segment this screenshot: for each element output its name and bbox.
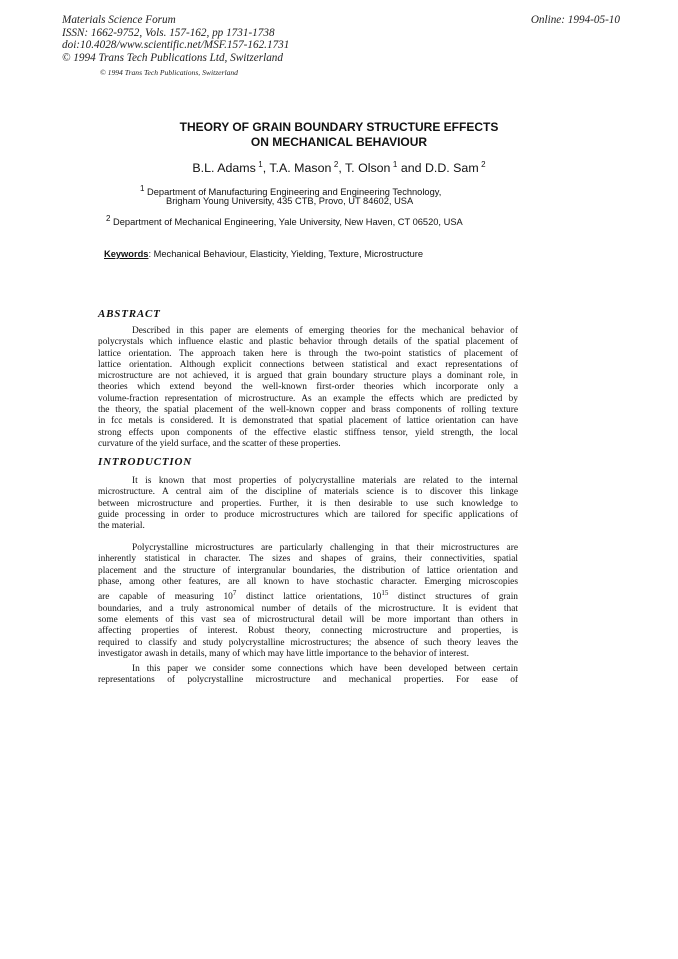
online-date: Online: 1994-05-10 bbox=[530, 14, 620, 26]
keywords-label: Keywords bbox=[104, 249, 149, 259]
affiliation-1-line-1: Department of Manufacturing Engineering and Engineering Technology, bbox=[147, 187, 442, 198]
text-segment: are capable of measuring 10 bbox=[98, 592, 233, 603]
copyright-line: © 1994 Trans Tech Publications Ltd, Switzerland bbox=[62, 51, 283, 64]
text-line: microstructure. A central aim of the discipline of materials science is to discover this linkage bbox=[98, 487, 518, 498]
keywords-text: Mechanical Behaviour, Elasticity, Yielding, Texture, Microstructure bbox=[153, 249, 424, 259]
affiliation-2 bbox=[106, 212, 463, 229]
text-line: curvature of the yield surface, and the scatter of these properties. bbox=[98, 438, 341, 449]
exponent: 7 bbox=[232, 589, 237, 598]
text-line: representations of polycrystalline microstructure and mechanical properties. For ease of bbox=[98, 675, 518, 686]
text-line: required to classify and study polycrystalline microstructures; the absence of such theory leaves the bbox=[98, 637, 518, 648]
text-line: Polycrystalline microstructures are particularly challenging in that their microstructures are bbox=[132, 543, 518, 553]
author-affiliation-mark: 1 bbox=[392, 160, 398, 169]
text-line: in fcc metals is considered. It is demonstrated that spatial placement of lattice orientation can have bbox=[98, 416, 518, 427]
affiliation-number: 2 bbox=[106, 214, 111, 223]
introduction-paragraph-2 bbox=[98, 543, 518, 660]
text-line: microstructure are not achieved, it is argued that grain boundary structure plays a dominant role, in bbox=[98, 371, 518, 382]
text-segment: distinct lattice orientations, 10 bbox=[236, 592, 382, 603]
author-name: T. Olson bbox=[344, 161, 391, 176]
text-segment: distinct structures of grain bbox=[388, 592, 518, 603]
text-line: lattice orientation. Although explicit connections between statistical and exact representations of bbox=[98, 359, 518, 370]
author-affiliation-mark: 2 bbox=[333, 160, 339, 169]
copyright-small: © 1994 Trans Tech Publications, Switzerland bbox=[100, 68, 238, 77]
exponent: 15 bbox=[381, 589, 389, 598]
text-line: Described in this paper are elements of emerging theories for the mechanical behavior of bbox=[132, 326, 518, 336]
affiliation-number: 1 bbox=[140, 184, 145, 193]
text-line: It is known that most properties of polycrystalline materials are related to the internal bbox=[132, 476, 518, 486]
author-name: B.L. Adams bbox=[192, 161, 256, 176]
text-line: theories which extend beyond the well-known first-order theories which incorporate only a bbox=[98, 382, 518, 393]
text-line: between microstructure and properties. Further, it is then desirable to use such knowledge to bbox=[98, 498, 518, 509]
author-separator: , bbox=[262, 161, 270, 176]
author-name: T.A. Mason bbox=[269, 161, 332, 176]
author-list bbox=[0, 160, 678, 175]
affiliation-2-line-1: Department of Mechanical Engineering, Yale University, New Haven, CT 06520, USA bbox=[113, 217, 463, 228]
text-line: placement and the structure of intergranular boundaries, the distribution of lattice orientation and bbox=[98, 565, 518, 576]
abstract-heading: ABSTRACT bbox=[98, 308, 161, 320]
text-line: the theory, the spatial placement of the well-known copper and brass components of rolling texture bbox=[98, 405, 518, 416]
introduction-paragraph-3 bbox=[98, 664, 518, 687]
text-line: inherently statistical in character. The sizes and shapes of grains, their connectivities, spatial bbox=[98, 554, 518, 565]
text-line: affecting properties of interest. Robust theory, connecting microstructure and properties, is bbox=[98, 626, 518, 637]
text-line: investigator awash in details, many of which may have little importance to the behavior of interest. bbox=[98, 648, 469, 659]
text-line: the material. bbox=[98, 521, 145, 532]
introduction-paragraph-1 bbox=[98, 476, 518, 532]
author-affiliation-mark: 2 bbox=[481, 160, 486, 169]
author-affiliation-mark: 1 bbox=[258, 160, 263, 169]
introduction-heading: INTRODUCTION bbox=[98, 456, 192, 468]
keywords bbox=[104, 249, 423, 259]
issn-line: ISSN: 1662-9752, Vols. 157-162, pp 1731-1738 bbox=[62, 26, 275, 39]
citation-header bbox=[62, 14, 289, 64]
author-separator: and bbox=[397, 161, 425, 176]
abstract-paragraph bbox=[98, 326, 518, 450]
author-name: D.D. Sam bbox=[424, 161, 479, 176]
author-separator: , bbox=[338, 161, 345, 176]
text-line: lattice orientation. The approach taken here is through the two-point statistics of placement of bbox=[98, 348, 518, 359]
text-line: boundaries, and a truly astronomical number of details of the microstructure. It is evident that bbox=[98, 603, 518, 614]
text-line: phase, among other features, are all known to have stochastic character. Emerging microscopies bbox=[98, 576, 518, 587]
doi-link[interactable]: doi:10.4028/www.scientific.net/MSF.157-162.1731 bbox=[62, 39, 290, 52]
text-line-with-exponents bbox=[98, 588, 518, 603]
title-line-2: ON MECHANICAL BEHAVIOUR bbox=[250, 134, 428, 149]
text-line: guide processing in order to produce microstructures which are tailored for specific applications of bbox=[98, 509, 518, 520]
text-line: strong effects upon components of the effective elastic stiffness tensor, yield strength, the local bbox=[98, 427, 518, 438]
text-line: volume-fraction representation of microstructure. As an example the effects which are predicted by bbox=[98, 393, 518, 404]
affiliation-1-line-2: Brigham Young University, 435 CTB, Provo, UT 84602, USA bbox=[166, 196, 414, 206]
paper-title bbox=[0, 120, 678, 149]
title-line-1: THEORY OF GRAIN BOUNDARY STRUCTURE EFFECTS bbox=[179, 120, 499, 134]
keywords-colon: : bbox=[148, 249, 152, 259]
text-line: In this paper we consider some connections which have been developed between certain bbox=[132, 664, 518, 674]
journal-name: Materials Science Forum bbox=[62, 14, 176, 26]
text-line: some elements of this vast sea of microstructural detail will be more important than others in bbox=[98, 614, 518, 625]
text-line: polycrystals which influence elastic and plastic behavior through details of the spatial placement of bbox=[98, 337, 518, 348]
